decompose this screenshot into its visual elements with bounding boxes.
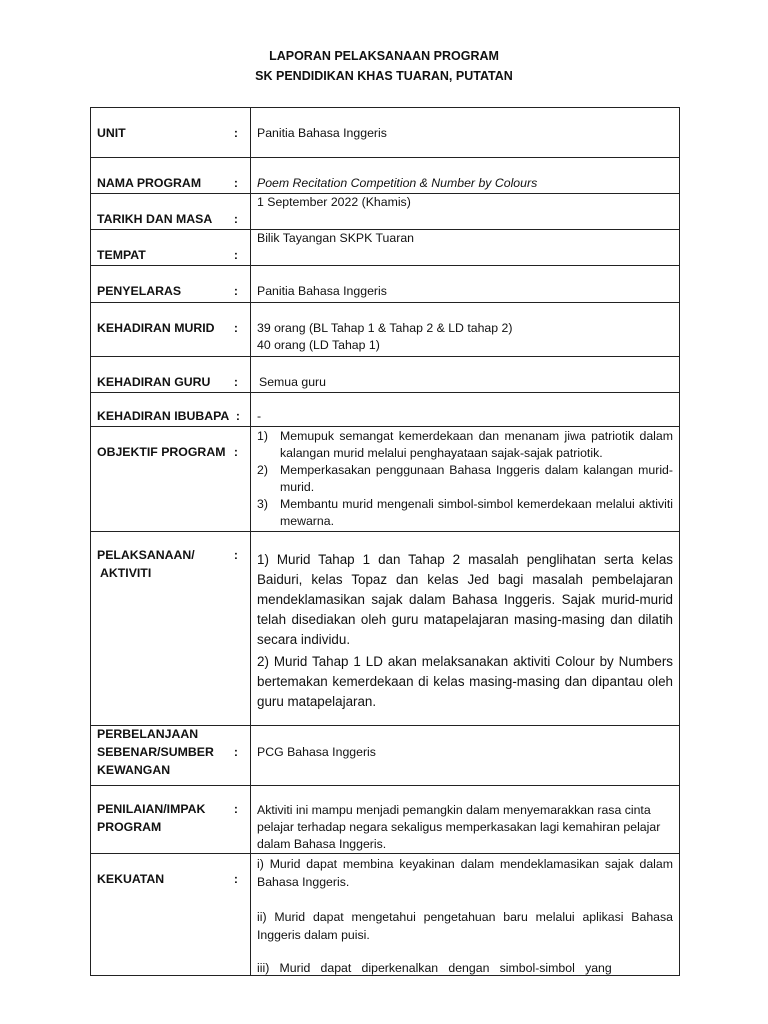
row-perbelanjaan — [91, 726, 680, 786]
objective-item — [257, 496, 673, 530]
school-name: SK PENDIDIKAN KHAS TUARAN, PUTATAN — [255, 69, 513, 83]
colon: : — [233, 445, 238, 459]
item-text: Membantu murid mengenali simbol-simbol kemerdekaan melalui aktiviti mewarna. — [280, 497, 673, 528]
colon: : — [233, 126, 238, 140]
value-cell — [251, 158, 680, 194]
value-cell — [251, 266, 680, 303]
label-kehadiran-ibubapa: KEHADIRAN IBUBAPA — [97, 409, 230, 423]
label-cell — [91, 230, 251, 266]
label-perbelanjaan-1: PERBELANJAAN — [97, 727, 199, 741]
row-objektif — [91, 427, 680, 532]
value-cell — [251, 230, 680, 266]
value-cell — [251, 427, 680, 532]
label-penilaian-1: PENILAIAN/IMPAK — [97, 802, 206, 816]
value-cell — [251, 194, 680, 230]
value-cell — [251, 357, 680, 393]
row-kekuatan — [91, 854, 680, 976]
colon: : — [233, 284, 238, 298]
objective-item — [257, 428, 673, 462]
value-tempat: Bilik Tayangan SKPK Tuaran — [257, 231, 414, 245]
label-cell — [91, 427, 251, 532]
label-unit: UNIT — [97, 126, 126, 140]
label-cell — [91, 854, 251, 976]
row-nama-program — [91, 158, 680, 194]
value-penyelaras: Panitia Bahasa Inggeris — [257, 284, 387, 298]
row-penilaian — [91, 786, 680, 854]
pelaksanaan-para-2: 2) Murid Tahap 1 LD akan melaksanakan aktiviti Colour by Numbers bertemakan kemerdekaan di kelas masing-masing dan dipantau oleh guru matapelajaran. — [257, 654, 673, 709]
label-cell — [91, 108, 251, 158]
objektif-list — [257, 428, 673, 530]
label-cell — [91, 532, 251, 726]
value-tarikh: 1 September 2022 (Khamis) — [257, 195, 411, 209]
kekuatan-item-2: ii) Murid dapat mengetahui pengetahuan baru melalui aplikasi Bahasa Inggeris dalam puisi. — [257, 910, 673, 942]
label-cell — [91, 303, 251, 357]
row-unit — [91, 108, 680, 158]
objective-list — [257, 428, 673, 530]
label-perbelanjaan-3: KEWANGAN — [97, 763, 171, 777]
colon: : — [233, 248, 238, 262]
label-cell — [91, 266, 251, 303]
row-tempat — [91, 230, 680, 266]
value-kehadiran-murid-2: 40 orang (LD Tahap 1) — [257, 338, 380, 352]
value-cell — [251, 303, 680, 357]
row-pelaksanaan — [91, 532, 680, 726]
report-title: LAPORAN PELAKSANAAN PROGRAM — [269, 49, 499, 63]
value-cell — [251, 108, 680, 158]
value-kehadiran-guru: Semua guru — [259, 375, 326, 389]
colon: : — [233, 321, 238, 335]
colon: : — [233, 872, 238, 886]
label-kekuatan: KEKUATAN — [97, 872, 165, 886]
label-penyelaras: PENYELARAS — [97, 284, 182, 298]
value-cell — [251, 532, 680, 726]
value-kehadiran-ibubapa: - — [257, 409, 262, 423]
label-pelaksanaan-2: AKTIVITI — [100, 566, 152, 580]
item-text: Memupuk semangat kemerdekaan dan menanam jiwa patriotik dalam kalangan murid melalui penghayataan sajak-sajak patriotik. — [280, 429, 673, 460]
colon: : — [233, 745, 238, 759]
value-penilaian: Aktiviti ini mampu menjadi pemangkin dalam menyemarakkan rasa cinta pelajar terhadap negara sekaligus memperkasakan lagi kemahiran pelajar dalam Bahasa Inggeris. — [257, 803, 661, 851]
value-cell — [251, 786, 680, 854]
label-pelaksanaan-1: PELAKSANAAN/ — [97, 548, 195, 562]
colon: : — [233, 375, 238, 389]
label-cell — [91, 158, 251, 194]
kekuatan-item-3: iii) Murid dapat diperkenalkan dengan simbol-simbol yang — [257, 961, 612, 975]
label-penilaian-2: PROGRAM — [97, 820, 162, 834]
label-perbelanjaan-2: SEBENAR/SUMBER — [97, 745, 214, 759]
label-cell — [91, 726, 251, 786]
label-cell — [91, 194, 251, 230]
colon: : — [233, 548, 238, 562]
label-cell — [91, 393, 251, 427]
row-kehadiran-murid — [91, 303, 680, 357]
value-unit: Panitia Bahasa Inggeris — [257, 126, 387, 140]
value-nama-program: Poem Recitation Competition & Number by Colours — [257, 176, 538, 190]
value-cell — [251, 854, 680, 976]
kekuatan-item-1: i) Murid dapat membina keyakinan dalam mendeklamasikan sajak dalam Bahasa Inggeris. — [257, 857, 673, 889]
colon: : — [233, 212, 238, 226]
value-kehadiran-murid-1: 39 orang (BL Tahap 1 & Tahap 2 & LD tahap 2) — [257, 321, 513, 335]
row-penyelaras — [91, 266, 680, 303]
label-objektif: OBJEKTIF PROGRAM — [97, 445, 226, 459]
row-tarikh — [91, 194, 680, 230]
pelaksanaan-para-1: 1) Murid Tahap 1 dan Tahap 2 masalah penglihatan serta kelas Baiduri, kelas Topaz dan kelas Jed bagi masalah pembelajaran mendeklamasikan sajak dalam Bahasa Inggeris. Sajak murid-murid telah disediakan oleh guru matapelajaran masing-masing dan dilatih secara individu. — [257, 552, 673, 647]
report-table — [90, 107, 680, 976]
label-nama-program: NAMA PROGRAM — [97, 176, 202, 190]
item-number: 1) — [257, 429, 268, 443]
colon: : — [233, 176, 238, 190]
colon: : — [235, 409, 240, 423]
label-kehadiran-murid: KEHADIRAN MURID — [97, 321, 215, 335]
label-kehadiran-guru: KEHADIRAN GURU — [97, 375, 211, 389]
value-cell — [251, 726, 680, 786]
colon: : — [233, 802, 238, 816]
row-kehadiran-guru — [91, 357, 680, 393]
label-tarikh: TARIKH DAN MASA — [97, 212, 213, 226]
value-perbelanjaan: PCG Bahasa Inggeris — [257, 745, 376, 759]
item-number: 3) — [257, 497, 268, 511]
label-tempat: TEMPAT — [97, 248, 146, 262]
item-text: Memperkasakan penggunaan Bahasa Inggeris dalam kalangan murid-murid. — [280, 463, 673, 494]
label-cell — [91, 357, 251, 393]
label-cell — [91, 786, 251, 854]
value-cell — [251, 393, 680, 427]
row-kehadiran-ibubapa — [91, 393, 680, 427]
objective-item — [257, 462, 673, 496]
item-number: 2) — [257, 463, 268, 477]
